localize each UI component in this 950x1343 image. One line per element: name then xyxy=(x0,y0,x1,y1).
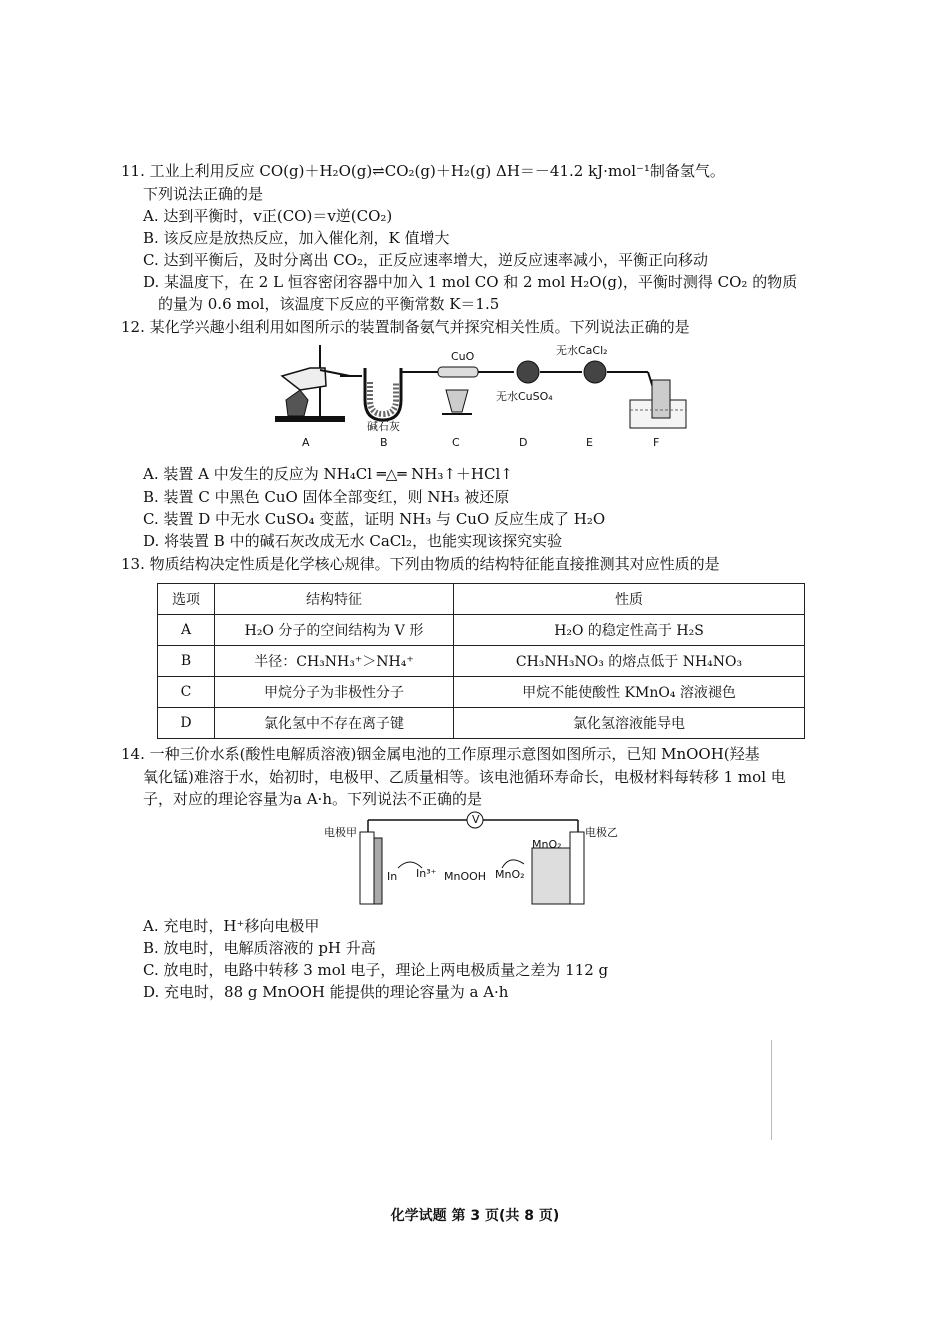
table-cell: 半径：CH₃NH₃⁺＞NH₄⁺ xyxy=(215,646,454,677)
q11-option-d-line2: 的量为 0.6 mol，该温度下反应的平衡常数 K＝1.5 xyxy=(158,295,500,313)
table-row xyxy=(158,677,805,708)
q14-option-b: B. 放电时，电解质溶液的 pH 升高 xyxy=(143,939,376,957)
table-cell: 氯化氢溶液能导电 xyxy=(454,708,805,739)
q14-stem-line1: 14. 一种三价水系(酸性电解质溶液)铟金属电池的工作原理示意图如图所示，已知 MnOOH(羟基 xyxy=(121,745,760,763)
table-row xyxy=(158,646,805,677)
q12-label-cuo: CuO xyxy=(451,350,475,363)
q14-label-right-electrode: 电极乙 xyxy=(585,826,618,839)
q12-option-c: C. 装置 D 中无水 CuSO₄ 变蓝，证明 NH₃ 与 CuO 反应生成了 H₂O xyxy=(143,510,606,528)
q11-stem-line1: 11. 工业上利用反应 CO(g)＋H₂O(g)⇌CO₂(g)＋H₂(g) ΔH＝－41.2 kJ·mol⁻¹制备氢气。 xyxy=(121,162,725,180)
q12-option-d: D. 将装置 B 中的碱石灰改成无水 CaCl₂，也能实现该探究实验 xyxy=(143,532,563,550)
table-row xyxy=(158,615,805,646)
q14-label-mnooh: MnOOH xyxy=(444,870,487,883)
q12-label-b: B xyxy=(380,436,388,449)
q14-label-in3: In³⁺ xyxy=(416,867,437,880)
page-footer: 化学试题 第 3 页(共 8 页) xyxy=(390,1208,560,1224)
q12-label-soda-lime: 碱石灰 xyxy=(367,420,400,433)
q13-stem: 13. 物质结构决定性质是化学核心规律。下列由物质的结构特征能直接推测其对应性质的是 xyxy=(121,555,720,573)
q11-stem-line2: 下列说法正确的是 xyxy=(143,185,264,203)
table-row xyxy=(158,708,805,739)
table-cell: H₂O 的稳定性高于 H₂S xyxy=(454,615,805,646)
q12-apparatus-diagram xyxy=(270,340,690,450)
q12-label-a: A xyxy=(302,436,310,449)
table-cell: B xyxy=(158,646,215,677)
q11-option-a: A. 达到平衡时，v正(CO)＝v逆(CO₂) xyxy=(143,207,393,225)
table-cell: 氯化氢中不存在离子键 xyxy=(215,708,454,739)
q12-label-e: E xyxy=(586,436,593,449)
q14-option-d: D. 充电时，88 g MnOOH 能提供的理论容量为 a A·h xyxy=(143,983,509,1001)
q14-stem-line2: 氧化锰)难溶于水，始初时，电极甲、乙质量相等。该电池循环寿命长，电极材料每转移 1 mol 电 xyxy=(143,768,786,786)
q14-label-in: In xyxy=(387,870,398,883)
table-cell: A xyxy=(158,615,215,646)
q12-label-cacl2: 无水CaCl₂ xyxy=(556,344,608,357)
q14-battery-diagram xyxy=(320,808,620,908)
q13-table xyxy=(157,583,805,739)
table-header-row xyxy=(158,584,805,615)
table-cell: C xyxy=(158,677,215,708)
q12-label-f: F xyxy=(653,436,660,449)
q14-option-a: A. 充电时，H⁺移向电极甲 xyxy=(143,917,320,935)
table-header: 结构特征 xyxy=(215,584,454,615)
q14-label-mno2-b: MnO₂ xyxy=(532,838,562,851)
q11-option-d-line1: D. 某温度下，在 2 L 恒容密闭容器中加入 1 mol CO 和 2 mol H₂O(g)，平衡时测得 CO₂ 的物质 xyxy=(143,273,798,291)
scan-edge-line xyxy=(771,1040,772,1140)
q14-label-mno2-a: MnO₂ xyxy=(495,868,525,881)
q12-option-b: B. 装置 C 中黑色 CuO 固体全部变红，则 NH₃ 被还原 xyxy=(143,488,510,506)
table-cell: CH₃NH₃NO₃ 的熔点低于 NH₄NO₃ xyxy=(454,646,805,677)
q12-label-d: D xyxy=(519,436,528,449)
q14-option-c: C. 放电时，电路中转移 3 mol 电子，理论上两电极质量之差为 112 g xyxy=(143,961,609,979)
q12-stem: 12. 某化学兴趣小组利用如图所示的装置制备氨气并探究相关性质。下列说法正确的是 xyxy=(121,318,690,336)
table-cell: D xyxy=(158,708,215,739)
q11-option-b: B. 该反应是放热反应，加入催化剂，K 值增大 xyxy=(143,229,450,247)
q12-label-c: C xyxy=(452,436,460,449)
table-cell: H₂O 分子的空间结构为 V 形 xyxy=(215,615,454,646)
q14-label-left-electrode: 电极甲 xyxy=(324,826,357,839)
q12-label-cuso4: 无水CuSO₄ xyxy=(496,390,553,403)
table-cell: 甲烷不能使酸性 KMnO₄ 溶液褪色 xyxy=(454,677,805,708)
table-cell: 甲烷分子为非极性分子 xyxy=(215,677,454,708)
q11-option-c: C. 达到平衡后，及时分离出 CO₂，正反应速率增大，逆反应速率减小，平衡正向移动 xyxy=(143,251,709,269)
table-header: 性质 xyxy=(454,584,805,615)
q14-stem-line3: 子，对应的理论容量为a A·h。下列说法不正确的是 xyxy=(143,790,482,808)
q14-voltmeter-label: V xyxy=(472,813,480,826)
table-header: 选项 xyxy=(158,584,215,615)
q12-option-a: A. 装置 A 中发生的反应为 NH₄Cl ═△═ NH₃↑＋HCl↑ xyxy=(143,465,513,483)
